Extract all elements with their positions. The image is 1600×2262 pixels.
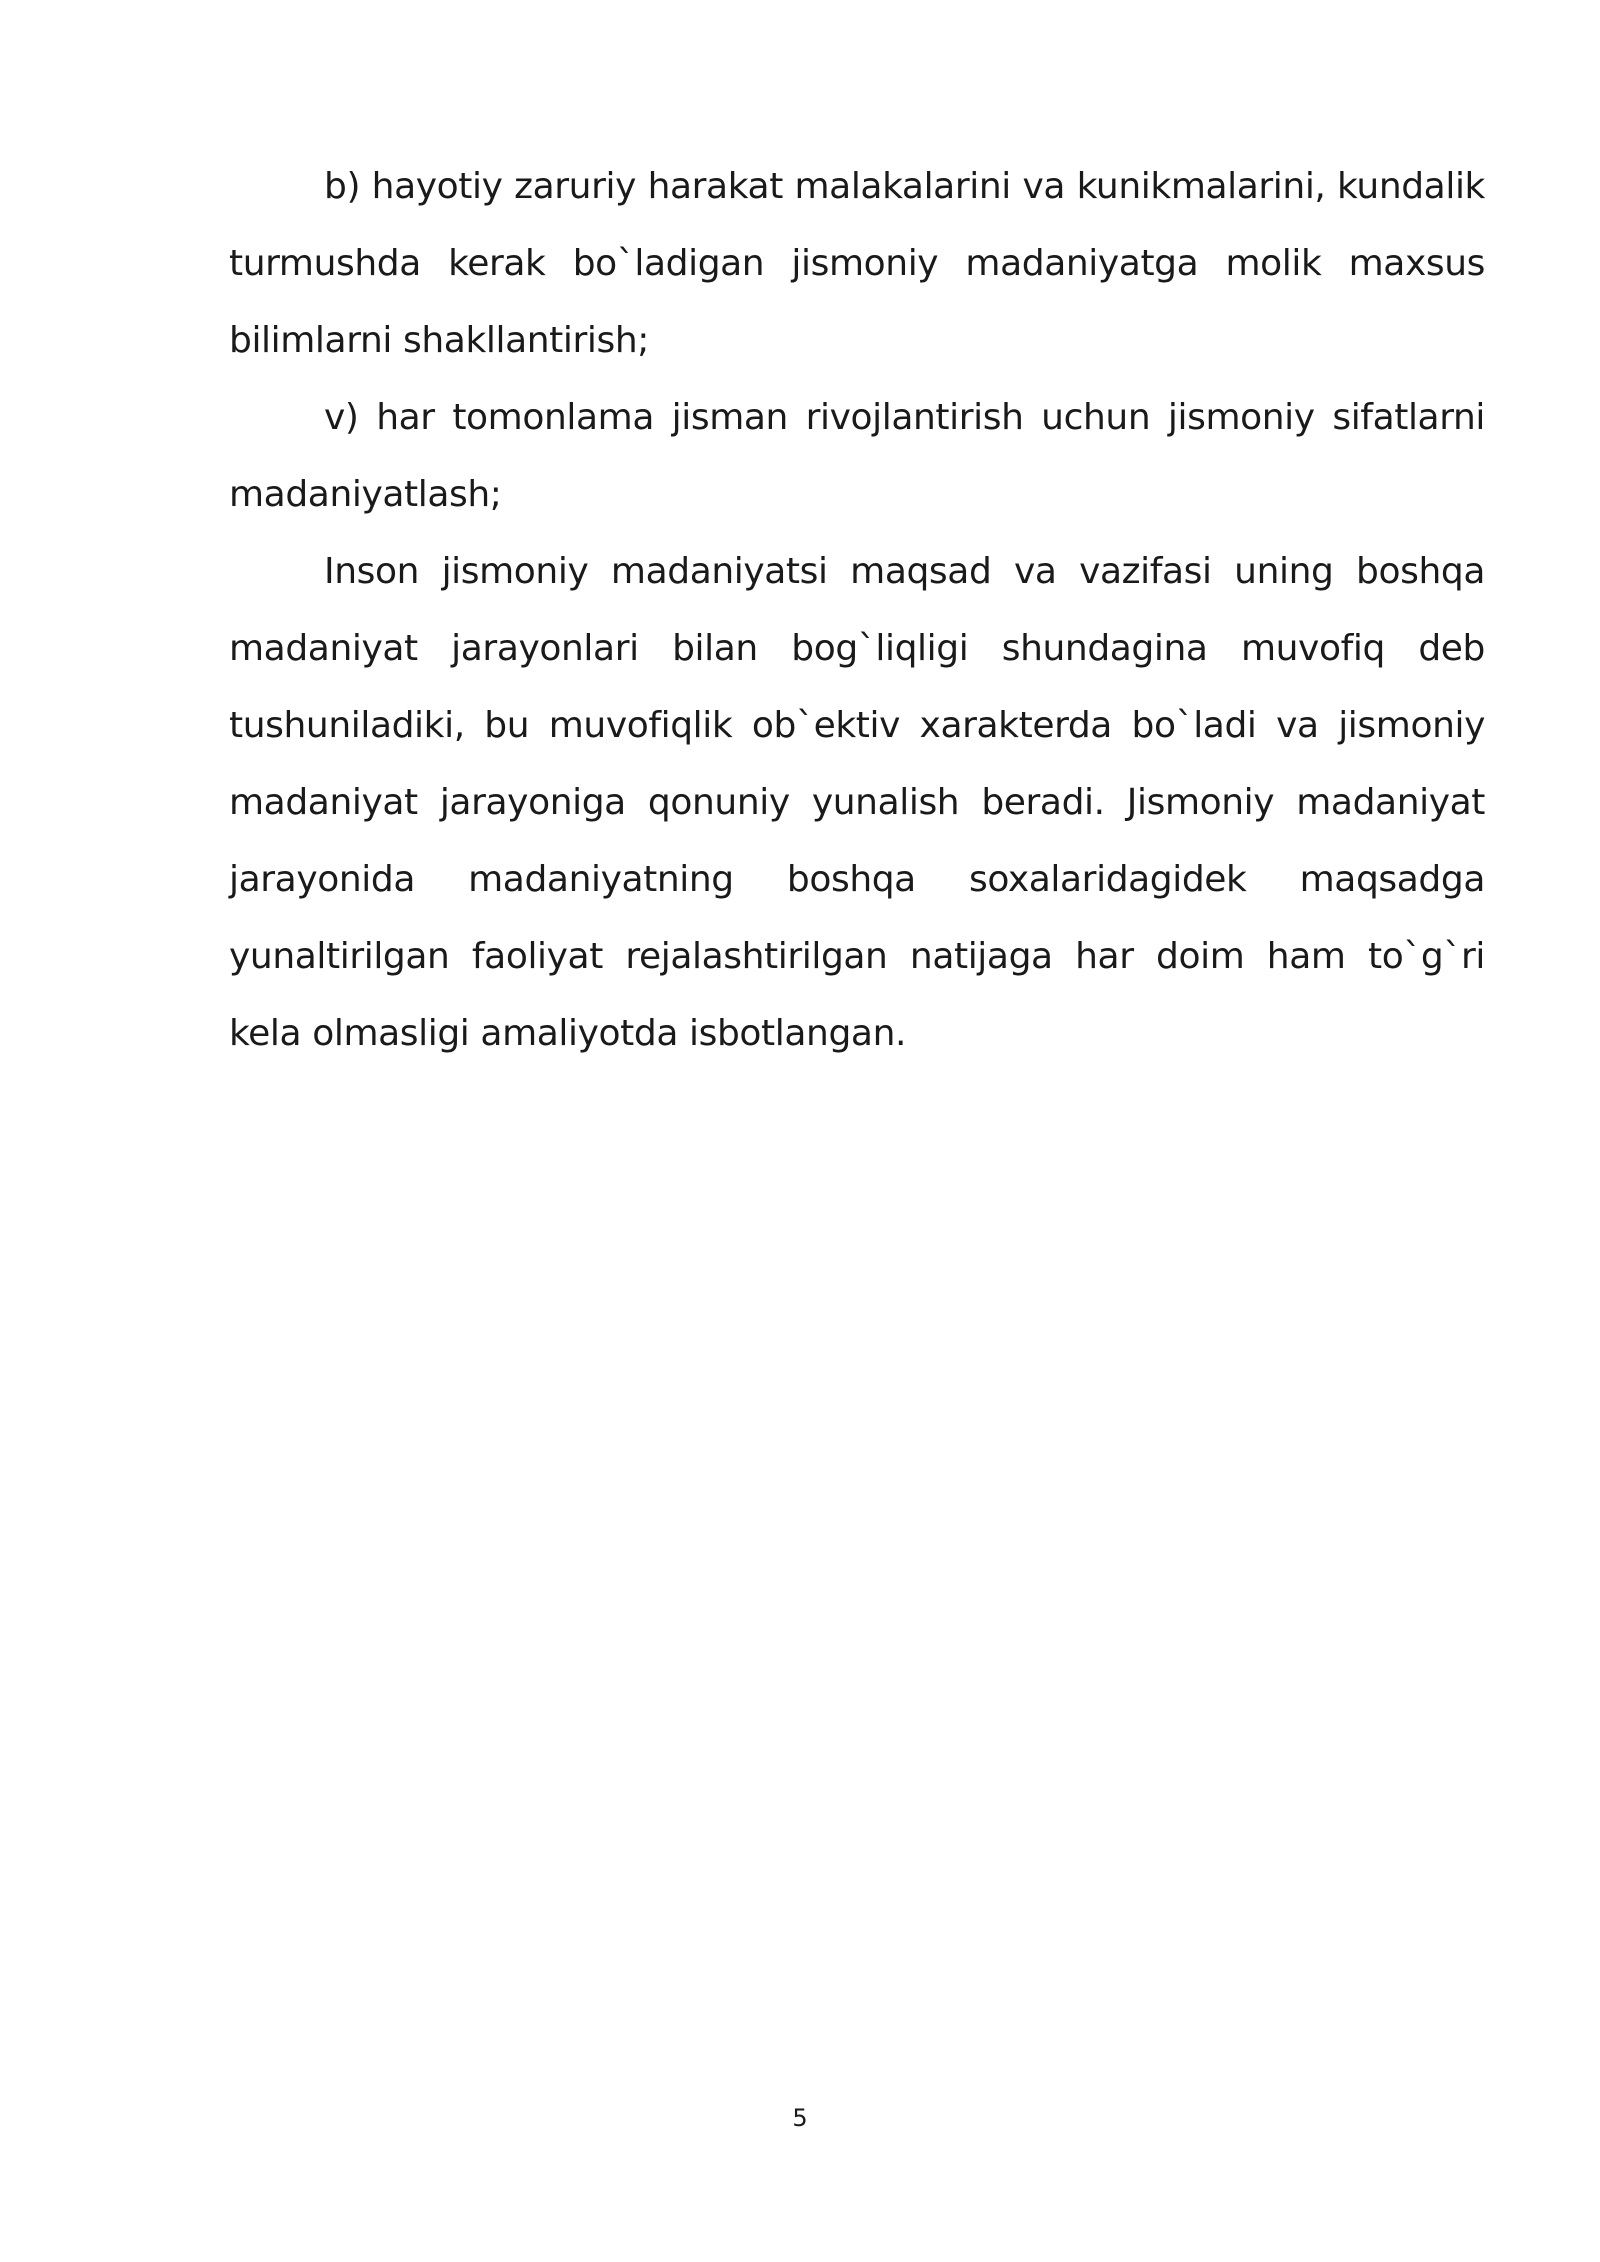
page-number: 5 (792, 2104, 808, 2132)
paragraph-v: v) har tomonlama jisman rivojlantirish uchun jismoniy sifatlarni madaniyatlash; (229, 397, 1485, 515)
paragraph-b: b) hayotiy zaruriy harakat malakalarini va kunikmalarini, kundalik turmushda kerak bo`ladigan jismoniy madaniyatga molik maxsus bilimlarni shakllantirish; (229, 166, 1485, 361)
body-text (229, 148, 1485, 1072)
paragraph-inson: Inson jismoniy madaniyatsi maqsad va vazifasi uning boshqa madaniyat jarayonlari bilan bog`liqligi shundagina muvofiq deb tushuniladiki, bu muvofiqlik ob`ektiv xarakterda bo`ladi va jismoniy madaniyat jarayoniga qonuniy yunalish beradi. Jismoniy madaniyat jarayonida madaniyatning boshqa soxalaridagidek maqsadga yunaltirilgan faoliyat rejalashtirilgan natijaga har doim ham to`g`ri kela olmasligi amaliyotda isbotlangan. (229, 551, 1485, 1054)
